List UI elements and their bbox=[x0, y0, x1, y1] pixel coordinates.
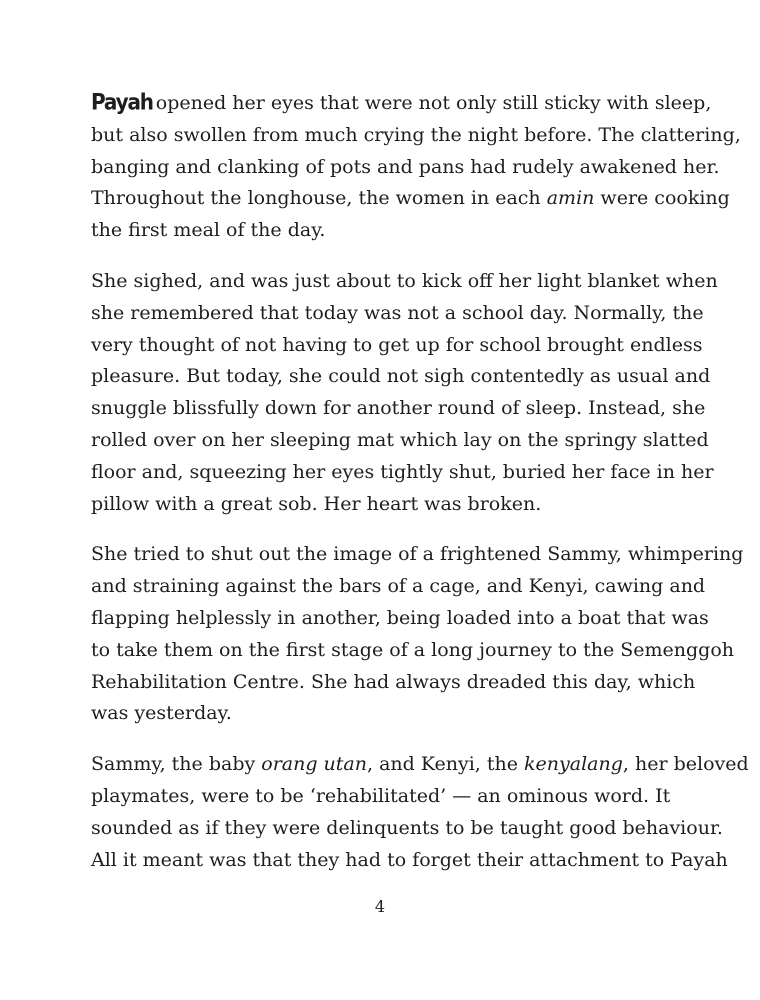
text-span: Throughout the longhouse, the women in each bbox=[91, 187, 547, 210]
text-line bbox=[91, 183, 730, 215]
text-span: , and Kenyi, the bbox=[366, 753, 525, 776]
text-span: Sammy, the baby bbox=[91, 753, 262, 776]
text-line: she remembered that today was not a school day. Normally, the bbox=[91, 301, 704, 324]
text-line: the first meal of the day. bbox=[91, 219, 326, 242]
text-line: very thought of not having to get up for school brought endless bbox=[91, 333, 703, 356]
text-line: playmates, were to be ‘rehabilitated’ — an ominous word. It bbox=[91, 784, 671, 807]
text-line: but also swollen from much crying the night before. The clattering, bbox=[91, 123, 741, 146]
text-line: Rehabilitation Centre. She had always dreaded this day, which bbox=[91, 670, 696, 693]
italic-term: amin bbox=[546, 187, 595, 210]
text-line: sounded as if they were delinquents to be taught good behaviour. bbox=[91, 816, 723, 839]
paragraph-1 bbox=[91, 87, 741, 247]
text-line: She sighed, and was just about to kick off her light blanket when bbox=[91, 269, 718, 292]
text-span: , her beloved bbox=[622, 753, 749, 776]
character-name-payah: Payah bbox=[91, 88, 153, 116]
text-line: banging and clanking of pots and pans had rudely awakened her. bbox=[91, 155, 720, 178]
paragraph-2 bbox=[91, 266, 718, 520]
text-line: snuggle blissfully down for another round of sleep. Instead, she bbox=[91, 397, 706, 420]
text-line bbox=[91, 87, 712, 120]
text-span: opened her eyes that were not only still sticky with sleep, bbox=[155, 92, 712, 114]
text-line: and straining against the bars of a cage, and Kenyi, cawing and bbox=[91, 575, 706, 598]
text-line: pillow with a great sob. Her heart was broken. bbox=[91, 492, 542, 515]
text-line: She tried to shut out the image of a frightened Sammy, whimpering bbox=[91, 543, 744, 566]
italic-term: kenyalang bbox=[524, 753, 623, 776]
text-line: All it meant was that they had to forget their attachment to Payah bbox=[91, 848, 728, 871]
text-line: flapping helplessly in another, being loaded into a boat that was bbox=[91, 606, 709, 629]
text-line: floor and, squeezing her eyes tightly shut, buried her face in her bbox=[91, 460, 714, 483]
italic-term: orang utan bbox=[261, 753, 367, 776]
body-text bbox=[91, 87, 749, 895]
page-number: 4 bbox=[374, 897, 386, 916]
text-line: was yesterday. bbox=[91, 702, 232, 725]
text-line: to take them on the first stage of a long journey to the Semenggoh bbox=[91, 638, 735, 661]
text-line bbox=[91, 749, 749, 781]
paragraph-4 bbox=[91, 749, 749, 876]
text-line: rolled over on her sleeping mat which lay on the springy slatted bbox=[91, 428, 709, 451]
text-line: pleasure. But today, she could not sigh contentedly as usual and bbox=[91, 365, 711, 388]
text-span: were cooking bbox=[594, 187, 730, 210]
paragraph-3 bbox=[91, 539, 744, 730]
